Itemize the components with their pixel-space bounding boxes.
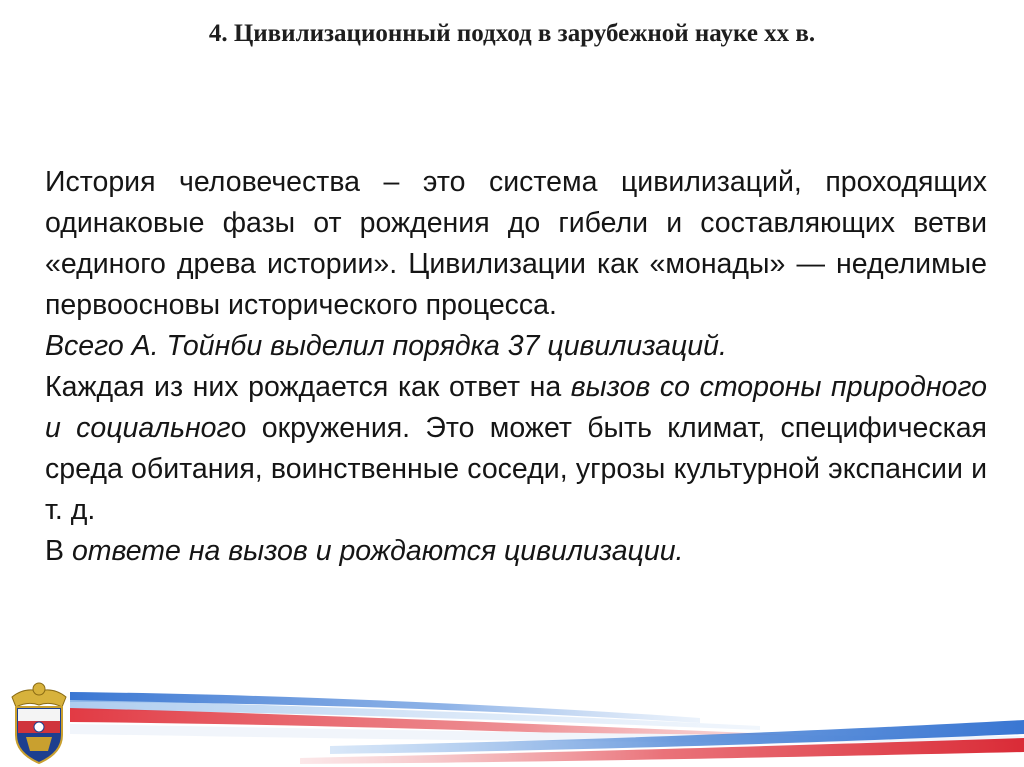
challenge-text-italic: вызов со стороны природного и социальног — [45, 371, 987, 444]
paragraph-toynbee: Всего А. Тойнби выделил порядка 37 цивилизаций. — [45, 330, 727, 362]
paragraph-history: История человечества – это система цивилизаций, проходящих одинаковые фазы от рождения до гибели и составляющих ветви «единого древа истории». Цивилизации как «монады» — неделимые первоосновы исторического процесса. — [45, 166, 987, 321]
paragraph-response — [45, 531, 987, 572]
paragraph-challenge — [45, 367, 987, 531]
tricolor-stripes-decoration — [0, 670, 1024, 767]
challenge-text-1: Каждая из них рождается как ответ на — [45, 371, 571, 403]
challenge-text-2: о окружения. Это может быть климат, специфическая среда обитания, воинственные соседи, угрозы культурной экспансии и т. д. — [45, 412, 987, 526]
police-emblem-icon — [4, 677, 74, 767]
response-text-1: В — [45, 535, 72, 567]
slide-body — [45, 162, 987, 572]
slide-title: 4. Цивилизационный подход в зарубежной науке xx в. — [208, 20, 816, 47]
response-text-italic: ответе на вызов и рождаются цивилизации. — [71, 535, 684, 567]
